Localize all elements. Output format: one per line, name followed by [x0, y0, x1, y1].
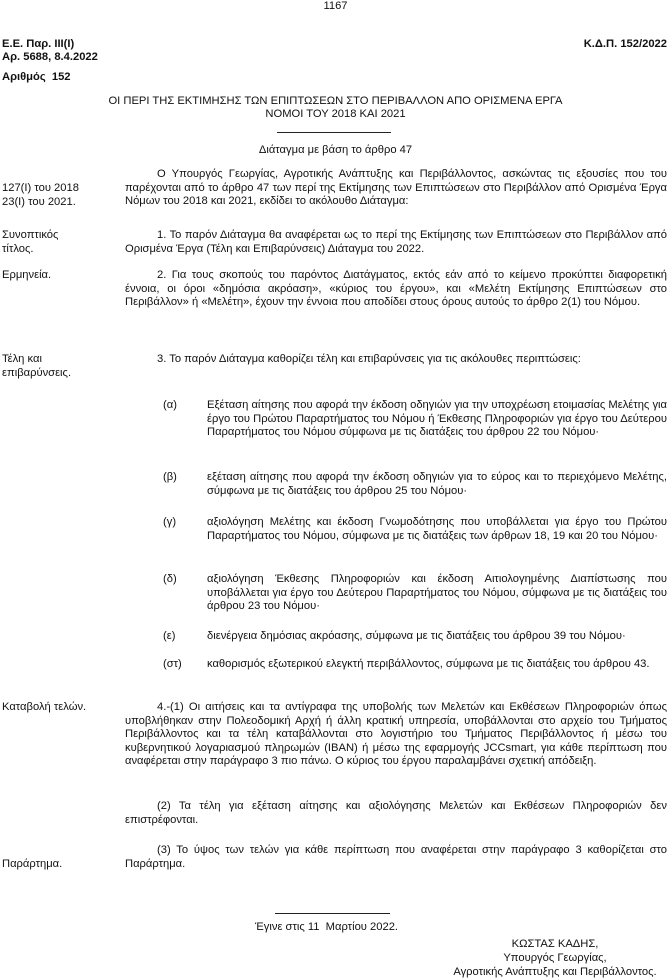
preamble: Ο Υπουργός Γεωργίας, Αγροτικής Ανάπτυξης και Περιβάλλοντος, ασκώντας τις εξουσίες που του παρέχονται από το άρθρο 47 των περί της Εκτίμησης των Επιπτώσεων στο Περιβάλλον από Ορισμένα Έργα Νόμων του 2018 και 2021, εκδίδει το ακόλουθο Διάταγμα: — [125, 168, 667, 208]
kdp-reference: Κ.Δ.Π. 152/2022 — [583, 38, 667, 50]
item-label: (γ) — [163, 516, 177, 528]
signatory-role-line2: Αγροτικής Ανάπτυξης και Περιβάλλοντος. — [453, 966, 657, 978]
margin-laws-line1: 127(Ι) του 2018 — [2, 182, 79, 194]
item-label: (α) — [163, 399, 177, 411]
law-title-line2: ΝΟΜΟΙ ΤΟΥ 2018 ΚΑΙ 2021 — [265, 108, 406, 120]
law-title-line1: ΟΙ ΠΕΡΙ ΤΗΣ ΕΚΤΙΜΗΣΗΣ ΤΩΝ ΕΠΙΠΤΩΣΕΩΝ ΣΤΟ ΠΕΡΙΒΑΛΛΟΝ ΑΠΟ ΟΡΙΣΜΕΝΑ ΕΡΓΑ — [108, 95, 563, 107]
order-subtitle: Διάταγμα με βάση το άρθρο 47 — [258, 144, 413, 156]
paragraph-3: 3. Το παρόν Διάταγμα καθορίζει τέλη και επιβαρύνσεις για τις ακόλουθες περιπτώσεις: — [157, 353, 581, 365]
signature-divider — [275, 913, 390, 914]
gazette-reference: Ε.Ε. Παρ. ΙΙΙ(Ι) — [2, 38, 75, 50]
margin-annex: Παράρτημα. — [2, 858, 63, 870]
item-text: Εξέταση αίτησης που αφορά την έκδοση οδηγιών για την υποχρέωση ετοιμασίας Μελέτης για έργο του Πρώτου Παραρτήματος του Νόμου ή Έκθεσης Πληροφοριών για έργο του Δεύτερου Παραρτήματος του Νόμου σύμφωνα με τις διατάξεις του άρθρου 22 του Νόμου· — [207, 399, 667, 439]
margin-short-title-line1: Συνοπτικός — [2, 229, 59, 241]
margin-fees-line2: επιβαρύνσεις. — [2, 367, 72, 379]
order-number: Αριθμός 152 — [2, 71, 71, 83]
paragraph-1: 1. Το παρόν Διάταγμα θα αναφέρεται ως το περί της Εκτίμησης των Επιπτώσεων στο Περιβάλλον από Ορισμένα Έργα (Τέλη και Επιβαρύνσεις) Διάταγμα του 2022. — [125, 229, 667, 255]
item-text: εξέταση αίτησης που αφορά την έκδοση οδηγιών για το εύρος και το περιεχόμενο Μελέτης, σύμφωνα με τις διατάξεις του άρθρου 25 του Νόμου· — [207, 471, 667, 497]
signing-date: Έγινε στις 11 Μαρτίου 2022. — [255, 921, 399, 933]
paragraph-2: 2. Για τους σκοπούς του παρόντος Διατάγματος, εκτός εάν από το κείμενο προκύπτει διαφορετική έννοια, οι όροι «δημόσια ακρόαση», «κύριος του έργου», και «Μελέτη Εκτίμησης Επιπτώσεων στο Περιβάλλον» ή «Μελέτη», έχουν την έννοια που αποδίδει στους όρους αυτούς το άρθρο 2(1) του Νόμου. — [125, 269, 667, 309]
margin-payment: Καταβολή τελών. — [2, 701, 87, 713]
page-number: 1167 — [323, 0, 348, 12]
signatory-role-line1: Υπουργός Γεωργίας, — [503, 952, 607, 964]
item-text: αξιολόγηση Έκθεσης Πληροφοριών και έκδοση Αιτιολογημένης Διαπίστωσης που υποβάλλεται για έργο του Δεύτερου Παραρτήματος του Νόμου, σύμφωνα με τις διατάξεις του άρθρου 23 του Νόμου· — [207, 573, 667, 613]
margin-laws-line2: 23(Ι) του 2021. — [2, 196, 76, 208]
item-label: (στ) — [163, 658, 182, 670]
paragraph-4-1: 4.-(1) Οι αιτήσεις και τα αντίγραφα της υποβολής των Μελετών και Εκθέσεων Πληροφοριών όπως υποβλήθηκαν στην Πολεοδομική Αρχή ή άλλη κρατική υπηρεσία, υποβάλλονται στο αρχείο του Τμήματος Περιβάλλοντος και τα τέλη καταβάλλονται στο λογιστήριο του Τμήματος Περιβάλλοντος ή μέσω του κυβερνητικού λογαριασμού πληρωμών (IBAN) ή μέσω της εφαρμογής JCCsmart, για κάθε περίπτωση που αναφέρεται στην παράγραφο 3 πιο πάνω. Ο κύριος του έργου παραλαμβάνει σχετική απόδειξη. — [125, 701, 667, 768]
item-text: αξιολόγηση Μελέτης και έκδοση Γνωμοδότησης που υποβάλλεται για έργο του Πρώτου Παραρτήματος του Νόμου, σύμφωνα με τις διατάξεις των άρθρων 18, 19 και 20 του Νόμου· — [207, 516, 667, 542]
signatory-name: ΚΩΣΤΑΣ ΚΑΔΗΣ, — [511, 938, 599, 950]
item-label: (δ) — [163, 573, 177, 585]
item-label: (β) — [163, 471, 177, 483]
paragraph-4-2: (2) Τα τέλη για εξέταση αίτησης και αξιολόγησης Μελετών και Εκθέσεων Πληροφοριών δεν επιστρέφονται. — [125, 800, 667, 826]
paragraph-4-3: (3) Το ύψος των τελών για κάθε περίπτωση που αναφέρεται στην παράγραφο 3 καθορίζεται στο Παράρτημα. — [125, 844, 667, 870]
item-text: καθορισμός εξωτερικού ελεγκτή περιβάλλοντος, σύμφωνα με τις διατάξεις του άρθρου 43. — [207, 658, 650, 670]
item-text: διενέργεια δημόσιας ακρόασης, σύμφωνα με τις διατάξεις του άρθρου 39 του Νόμου· — [207, 630, 626, 642]
margin-interpretation: Ερμηνεία. — [2, 269, 52, 281]
title-divider — [277, 132, 391, 133]
gazette-issue: Αρ. 5688, 8.4.2022 — [2, 51, 98, 63]
margin-fees-line1: Τέλη και — [2, 353, 42, 365]
item-label: (ε) — [163, 630, 176, 642]
margin-short-title-line2: τίτλος. — [2, 243, 34, 255]
